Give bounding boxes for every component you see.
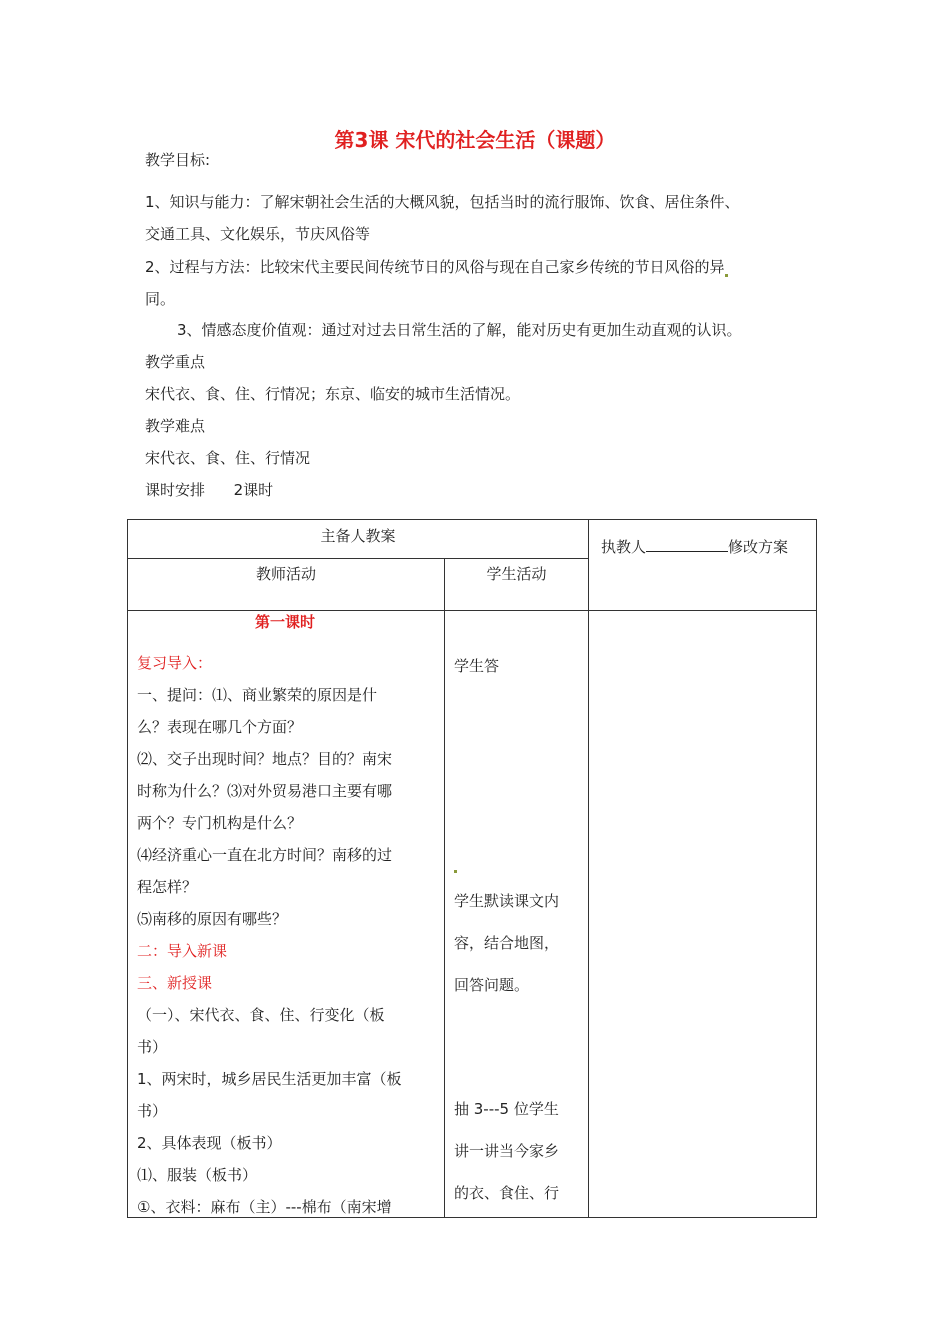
objective-2-line-2: 同。 bbox=[145, 290, 176, 308]
teacher-line: 么？表现在哪几个方面？ bbox=[137, 718, 303, 736]
marker-dot bbox=[725, 274, 728, 277]
executor-cell bbox=[589, 520, 817, 611]
schedule: 课时安排 2课时 bbox=[145, 481, 274, 499]
student-reading bbox=[454, 891, 588, 1017]
page-title: 第3课 宋代的社会生活（课题） bbox=[334, 128, 616, 152]
student-line: 讲一讲当今家乡 bbox=[454, 1142, 560, 1160]
teacher-line: 二：导入新课 bbox=[137, 942, 228, 960]
teacher-line: （一）、宋代衣、食、住、行变化（板 bbox=[137, 1006, 385, 1024]
revision-cell bbox=[589, 611, 817, 1218]
objective-1-line-2: 交通工具、文化娱乐，节庆风俗等 bbox=[145, 225, 371, 243]
main-plan-header: 主备人教案 bbox=[128, 520, 589, 559]
teacher-line: ⑴、服装（板书） bbox=[137, 1166, 258, 1184]
student-answer: 学生答 bbox=[454, 657, 500, 675]
key-heading: 教学重点 bbox=[145, 353, 206, 371]
teacher-line: 两个？专门机构是什么？ bbox=[137, 814, 303, 832]
revision-label: 修改方案 bbox=[728, 538, 789, 556]
teacher-line: 程怎样？ bbox=[137, 878, 198, 896]
teacher-line: 复习导入： bbox=[137, 654, 213, 672]
teacher-line: 1、两宋时，城乡居民生活更加丰富（板 bbox=[137, 1070, 402, 1088]
student-line: 回答问题。 bbox=[454, 976, 530, 994]
student-line: 抽 3---5 位学生 bbox=[454, 1100, 559, 1118]
teacher-lines bbox=[137, 653, 442, 1217]
teacher-line: 书） bbox=[137, 1038, 168, 1056]
teacher-line: ①、衣料：麻布（主）---棉布（南宋增 bbox=[137, 1198, 392, 1216]
student-activity-cell bbox=[445, 611, 589, 1218]
teacher-activity-cell bbox=[128, 611, 445, 1218]
student-line: 学生默读课文内 bbox=[454, 892, 560, 910]
teacher-activity-header: 教师活动 bbox=[128, 559, 445, 611]
executor-label: 执教人 bbox=[601, 538, 647, 556]
student-line: 容，结合地图， bbox=[454, 934, 560, 952]
difficulty-content: 宋代衣、食、住、行情况 bbox=[145, 449, 311, 467]
objective-1-line-1: 1、知识与能力：了解宋朝社会生活的大概风貌，包括当时的流行服饰、饮食、居住条件、 bbox=[145, 193, 740, 211]
student-talk bbox=[454, 1099, 588, 1217]
teacher-line: 时称为什么？⑶对外贸易港口主要有哪 bbox=[137, 782, 393, 800]
student-line: 的衣、食住、行 bbox=[454, 1184, 560, 1202]
teacher-line: 2、具体表现（板书） bbox=[137, 1134, 282, 1152]
objective-2-line-1: 2、过程与方法：比较宋代主要民间传统节日的风俗与现在自己家乡传统的节日风俗的异 bbox=[145, 257, 728, 277]
student-activity-header: 学生活动 bbox=[445, 559, 589, 611]
teacher-line: ⑷经济重心一直在北方时间？南移的过 bbox=[137, 846, 393, 864]
executor-blank bbox=[646, 536, 728, 552]
difficulty-heading: 教学难点 bbox=[145, 417, 206, 435]
teacher-line: ⑸南移的原因有哪些？ bbox=[137, 910, 288, 928]
teacher-line: ⑵、交子出现时间？地点？目的？南宋 bbox=[137, 750, 393, 768]
objectives-heading: 教学目标: bbox=[145, 151, 211, 169]
key-content: 宋代衣、食、住、行情况；东京、临安的城市生活情况。 bbox=[145, 385, 521, 403]
teacher-line: 三、新授课 bbox=[137, 974, 213, 992]
lesson-plan-table bbox=[127, 519, 817, 1218]
teacher-line: 书） bbox=[137, 1102, 168, 1120]
first-period-label: 第一课时 bbox=[255, 613, 316, 631]
teacher-line: 一、提问：⑴、商业繁荣的原因是什 bbox=[137, 686, 378, 704]
objective-3: 3、情感态度价值观：通过对过去日常生活的了解，能对历史有更加生动直观的认识。 bbox=[177, 321, 742, 339]
marker-dot-2 bbox=[454, 855, 457, 873]
